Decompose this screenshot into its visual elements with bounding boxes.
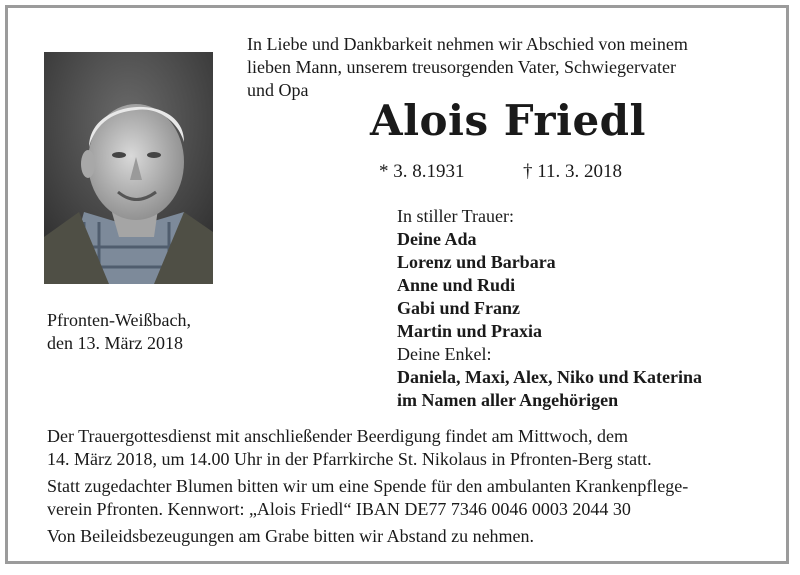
donation-info — [47, 475, 777, 521]
mourners-heading: In stiller Trauer: — [397, 206, 514, 226]
mourner-name: Martin und Praxia — [397, 321, 543, 341]
condolence-line: Von Beileidsbezeugungen am Grabe bitten wir Abstand zu nehmen. — [47, 526, 535, 546]
grandchildren-names: Daniela, Maxi, Alex, Niko und Katerina — [397, 367, 703, 387]
deceased-name: Alois Friedl — [370, 96, 646, 145]
portrait-photo — [44, 52, 213, 284]
intro-line: und Opa — [247, 80, 309, 100]
mourner-name: Anne und Rudi — [397, 275, 516, 295]
service-info — [47, 425, 777, 471]
place-and-date — [47, 309, 191, 355]
place-line: Pfronten-Weißbach, — [47, 310, 191, 330]
intro-text — [247, 33, 777, 102]
condolence-note — [47, 525, 777, 548]
service-line: Der Trauergottesdienst mit anschließender Beerdigung findet am Mittwoch, dem — [47, 426, 629, 446]
intro-line: In Liebe und Dankbarkeit nehmen wir Abschied von meinem — [247, 34, 688, 54]
date-line: den 13. März 2018 — [47, 333, 183, 353]
donation-line: Statt zugedachter Blumen bitten wir um eine Spende für den ambulanten Krankenpflege- — [47, 476, 689, 496]
intro-line: lieben Mann, unserem treusorgenden Vater, Schwiegervater — [247, 57, 676, 77]
mourners-closing: im Namen aller Angehörigen — [397, 390, 619, 410]
mourners-list — [397, 205, 702, 412]
mourner-name: Lorenz und Barbara — [397, 252, 556, 272]
mourner-name: Deine Ada — [397, 229, 477, 249]
donation-line: verein Pfronten. Kennwort: „Alois Friedl“ IBAN DE77 7346 0046 0003 2044 30 — [47, 499, 631, 519]
birth-date: * 3. 8.1931 — [379, 161, 465, 182]
service-line: 14. März 2018, um 14.00 Uhr in der Pfarrkirche St. Nikolaus in Pfronten-Berg statt. — [47, 449, 652, 469]
grandchildren-heading: Deine Enkel: — [397, 344, 492, 364]
mourner-name: Gabi und Franz — [397, 298, 521, 318]
death-date: † 11. 3. 2018 — [523, 161, 623, 182]
